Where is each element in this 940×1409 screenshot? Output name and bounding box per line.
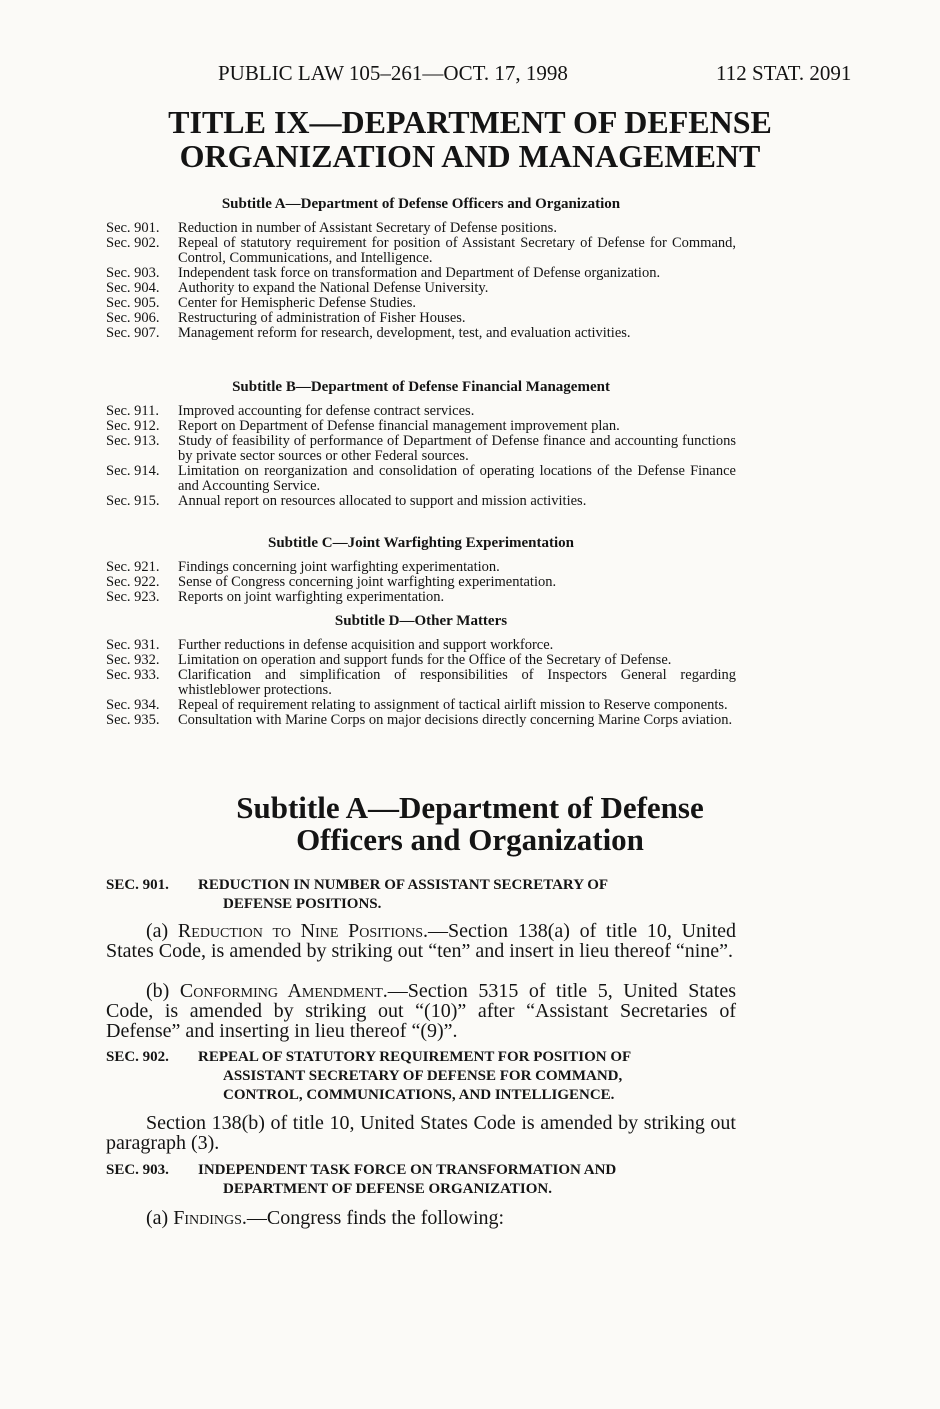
toc-entry: Sec. 915. Annual report on resources allocated to support and mission activities.: [106, 493, 587, 509]
toc-subtitle-heading: Subtitle A—Department of Defense Officers and Organization: [221, 196, 621, 212]
section-title-line: REDUCTION IN NUMBER OF ASSISTANT SECRETARY OF: [198, 877, 609, 893]
section-title-line: REPEAL OF STATUTORY REQUIREMENT FOR POSITION OF: [198, 1049, 632, 1065]
section-901-paragraph-a: (a) Reduction to Nine Positions.—Section 138(a) of title 10, United States Code, is amended by striking out “ten” and insert in lieu thereof “nine”.: [106, 920, 737, 962]
toc-subtitle-b: [106, 379, 736, 509]
toc-entry: Sec. 912. Report on Department of Defense financial management improvement plan.: [106, 418, 620, 434]
toc-entry: Sec. 935. Consultation with Marine Corps on major decisions directly concerning Marine Corps aviation.: [106, 712, 733, 728]
subtitle-a-heading: [100, 792, 840, 856]
section-902-paragraph: Section 138(b) of title 10, United States Code is amended by striking out paragraph (3).: [106, 1112, 736, 1154]
toc-entry: Sec. 901. Reduction in number of Assistant Secretary of Defense positions.: [106, 220, 557, 236]
section-901-paragraph-b: (b) Conforming Amendment.—Section 5315 of title 5, United States Code, is amended by striking out “(10)” after “Assistant Secretaries of Defense” and inserting in lieu thereof “(9)”.: [106, 980, 736, 1042]
section-number: SEC. 901.: [106, 877, 169, 893]
section-901-heading: [106, 876, 736, 914]
section-title-line: ASSISTANT SECRETARY OF DEFENSE FOR COMMAND,: [223, 1068, 623, 1084]
toc-entry: Sec. 904. Authority to expand the National Defense University.: [106, 280, 489, 296]
subtitle-a-line-1: Subtitle A—Department of Defense: [236, 790, 704, 825]
section-title-line: DEPARTMENT OF DEFENSE ORGANIZATION.: [223, 1181, 552, 1197]
section-902-heading: [106, 1048, 736, 1105]
running-header-stat-page: 112 STAT. 2091: [716, 61, 852, 85]
toc-entry: Sec. 911. Improved accounting for defense contract services.: [106, 403, 475, 419]
running-header-citation: PUBLIC LAW 105–261—OCT. 17, 1998: [218, 61, 568, 85]
toc-entry: Sec. 933. Clarification and simplification of responsibilities of Inspectors General regarding whistleblower protections.: [106, 667, 736, 698]
paragraph-heading: Findings.: [173, 1207, 247, 1229]
toc-subtitle-heading: Subtitle D—Other Matters: [334, 613, 508, 629]
toc-entry: Sec. 907. Management reform for research, development, test, and evaluation activities.: [106, 325, 631, 341]
toc-subtitle-heading: Subtitle B—Department of Defense Financial Management: [232, 379, 610, 395]
title-heading: [60, 105, 880, 173]
toc-entry: Sec. 914. Limitation on reorganization and consolidation of operating locations of the Defense Finance and Accounting Service.: [106, 463, 736, 494]
toc-entry: Sec. 932. Limitation on operation and support funds for the Office of the Secretary of Defense.: [106, 652, 672, 668]
toc-entry: Sec. 905. Center for Hemispheric Defense Studies.: [106, 295, 416, 311]
toc-subtitle-heading: Subtitle C—Joint Warfighting Experimentation: [268, 535, 574, 551]
toc-subtitle-c: [106, 535, 736, 605]
toc-entry: Sec. 923. Reports on joint warfighting experimentation.: [106, 589, 445, 605]
toc-subtitle-a: [106, 196, 736, 341]
paragraph-heading: Conforming Amendment.: [179, 980, 388, 1002]
toc-entry: Sec. 931. Further reductions in defense acquisition and support workforce.: [106, 637, 554, 653]
section-903-paragraph-a: (a) Findings.—Congress finds the following:: [146, 1207, 505, 1229]
toc-entry: Sec. 921. Findings concerning joint warfighting experimentation.: [106, 559, 500, 575]
toc-subtitle-d: [106, 613, 736, 728]
toc-entry: Sec. 922. Sense of Congress concerning joint warfighting experimentation.: [106, 574, 557, 590]
section-title-line: DEFENSE POSITIONS.: [223, 896, 382, 912]
subtitle-a-line-2: Officers and Organization: [296, 822, 644, 857]
toc-entry: Sec. 906. Restructuring of administration of Fisher Houses.: [106, 310, 466, 326]
title-line-1: TITLE IX—DEPARTMENT OF DEFENSE: [168, 104, 772, 140]
title-line-2: ORGANIZATION AND MANAGEMENT: [179, 138, 761, 174]
toc-entry: Sec. 913. Study of feasibility of performance of Department of Defense finance and accounting functions by private sector sources or other Federal sources.: [106, 433, 736, 464]
section-title-line: CONTROL, COMMUNICATIONS, AND INTELLIGENCE.: [223, 1087, 615, 1103]
toc-entry: Sec. 903. Independent task force on transformation and Department of Defense organization.: [106, 265, 661, 281]
section-number: SEC. 902.: [106, 1049, 169, 1065]
section-title-line: INDEPENDENT TASK FORCE ON TRANSFORMATION AND: [198, 1162, 617, 1178]
section-number: SEC. 903.: [106, 1162, 169, 1178]
section-903-heading: [106, 1161, 736, 1199]
paragraph-heading: Reduction to Nine Positions.: [177, 920, 429, 942]
toc-entry: Sec. 902. Repeal of statutory requirement for position of Assistant Secretary of Defense for Command, Control, Communications, and Intelligence.: [106, 235, 736, 266]
toc-entry: Sec. 934. Repeal of requirement relating to assignment of tactical airlift mission to Reserve components.: [106, 697, 728, 713]
